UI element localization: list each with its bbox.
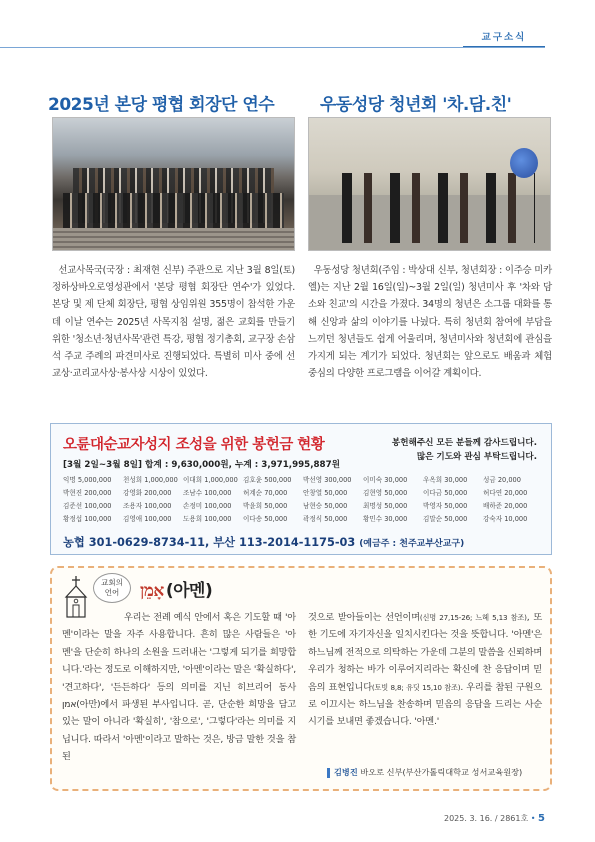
donor-entry: 성금 20,000 — [483, 476, 521, 484]
donor-entry: 황정섭 100,000 — [63, 515, 112, 523]
page-footer: 2025. 3. 16. / 2861호 • 5 — [444, 813, 545, 824]
donor-entry: 이다금 50,000 — [423, 489, 468, 497]
donor-entry: 최명성 50,000 — [363, 502, 408, 510]
article1-body: 선교사목국(국장 : 최재현 신부) 주관으로 지난 3월 8일(토) 정하상바오로영성관에서 '본당 평협 회장단 연수'가 있었다. 본당 및 제 단체 회장단, 평협 상임위원 355명이 참석한 가운데 이날 연수는 2025년 사목지침 설명, 젊은 교회를 만들기 위한 '청소년·청년사목'관련 특강, 평협 정기총회, 교구장 손삼석 주교 주례의 파견미사로 진행되었다. 특별히 미사 중에 선교상·교리교사상·봉사상 시상이 있었다. — [52, 265, 296, 380]
donor-entry: 익명 5,000,000 — [63, 476, 112, 484]
donor-entry: 이미숙 30,000 — [363, 476, 408, 484]
donor-entry: 강숙자 10,000 — [483, 515, 528, 523]
article2-title: 우동성당 청년회 '차.담.친' — [320, 95, 512, 115]
donor-entry: 이대희 1,000,000 — [183, 476, 238, 484]
amen-right-text: 것으로 받아들이는 선언이며(신명 27,15-26; 느헤 5,13 참조), 또한 기도에 자기자신을 일치시킨다는 것을 뜻합니다. '아멘'은 하느님께 전적으로 의탁하는 가운데 그분의 말씀을 신뢰하며 우리가 청하는 바가 이루어지리라는 확신에 찬 응답이며 믿음의 표현입니다(토빗 8,8; 유딧 15,10 참조). 우리를 참된 구원으로 이끄시는 하느님을 찬송하며 믿음의 응답을 드리는 사순 시기를 보내면 좋겠습니다. '아멘.' — [308, 612, 543, 728]
donation-title: 오륜대순교자성지 조성을 위한 봉헌금 현황 — [63, 437, 325, 453]
donor-entry: 허다연 20,000 — [483, 489, 528, 497]
donor-entry: 박현진 200,000 — [63, 489, 112, 497]
donor-list — [63, 474, 543, 523]
article2-photo — [308, 117, 551, 251]
donor-entry: 안창열 50,000 — [303, 489, 348, 497]
donor-entry: 천성희 1,000,000 — [123, 476, 178, 484]
donor-entry: 곽정식 50,000 — [303, 515, 348, 523]
donor-entry: 이다송 50,000 — [243, 515, 288, 523]
donor-entry: 김영애 100,000 — [123, 515, 172, 523]
speech-bubble: 교회의 언어 — [93, 573, 131, 603]
donor-entry: 황민수 30,000 — [363, 515, 408, 523]
donor-entry: 김준선 100,000 — [63, 502, 112, 510]
donor-entry: 박선영 300,000 — [303, 476, 352, 484]
article1-title: 2025년 본당 평협 회장단 연수 — [48, 95, 275, 115]
donor-entry: 허계순 70,000 — [243, 489, 288, 497]
donor-entry: 조남수 100,000 — [183, 489, 232, 497]
donor-entry: 김현영 50,000 — [363, 489, 408, 497]
header-rule — [0, 47, 545, 48]
donor-entry: 남현승 50,000 — [303, 502, 348, 510]
donor-entry: 배하준 20,000 — [483, 502, 528, 510]
donor-entry: 도용희 100,000 — [183, 515, 232, 523]
donation-summary: [3월 2일~3월 8일] 합계 : 9,630,000원, 누계 : 3,971,995,887원 — [63, 460, 341, 470]
article1-photo — [52, 117, 295, 251]
author-credit: 김병진 바오로 신부(부산가톨릭대학교 성서교육원장) — [327, 767, 522, 778]
donation-thanks: 봉헌해주신 모든 분들께 감사드립니다. 많은 기도와 관심 부탁드립니다. — [391, 438, 537, 462]
donor-entry: 박영자 50,000 — [423, 502, 468, 510]
donor-entry: 박윤희 50,000 — [243, 502, 288, 510]
donor-entry: 김호윤 500,000 — [243, 476, 292, 484]
article2-body: 우동성당 청년회(주임 : 박상대 신부, 청년회장 : 이주승 미카엘)는 지난 2월 16일(일)~3월 2일(일) 청년미사 후 '차와 담소와 친교'의 시간을 가졌다. 34명의 청년은 소그룹 대화를 통해 신앙과 삶의 이야기를 나눴다. 특히 청년회 참여에 부담을 느끼던 청년들도 쉽게 어울리며, 청년미사와 청년회에 관심을 가지게 되는 계기가 되었다. 청년회는 앞으로도 배움과 체험 중심의 다양한 프로그램을 이어갈 계획이다. — [308, 265, 553, 380]
amen-left-text: 우리는 전례 예식 안에서 혹은 기도할 때 '아멘'이라는 말을 자주 사용합니다. 흔히 많은 사람들은 '아멘'을 단순히 하나의 소원을 드러내는 '그렇게 되기를 희망합니다.'라는 정도로 이해하지만, '아멘'이라는 말은 '확실하다', '견고하다', '든든하다' 등의 의미를 지닌 히브리어 동사 אמן(아만)에서 파생된 부사입니다. 곧, 단순한 희망을 담고 있는 말이 아니라 '확실히', '참으로', '그렇다'라는 의미를 지닙니다. 따라서 '아멘'이라고 말하는 것은, 방금 말한 것을 참된 — [62, 612, 296, 763]
donor-entry: 강영화 200,000 — [123, 489, 172, 497]
amen-title: אָמֵן (아멘) — [140, 581, 213, 601]
section-tab: 교구소식 — [463, 30, 545, 48]
donor-entry: 조용자 100,000 — [123, 502, 172, 510]
donation-box — [50, 423, 552, 555]
donor-entry: 김말순 50,000 — [423, 515, 468, 523]
donor-entry: 우옥희 30,000 — [423, 476, 468, 484]
donor-entry: 손정미 100,000 — [183, 502, 232, 510]
donation-account: 농협 301-0629-8734-11, 부산 113-2014-1175-03 (예금주 : 천주교부산교구) — [63, 536, 465, 549]
